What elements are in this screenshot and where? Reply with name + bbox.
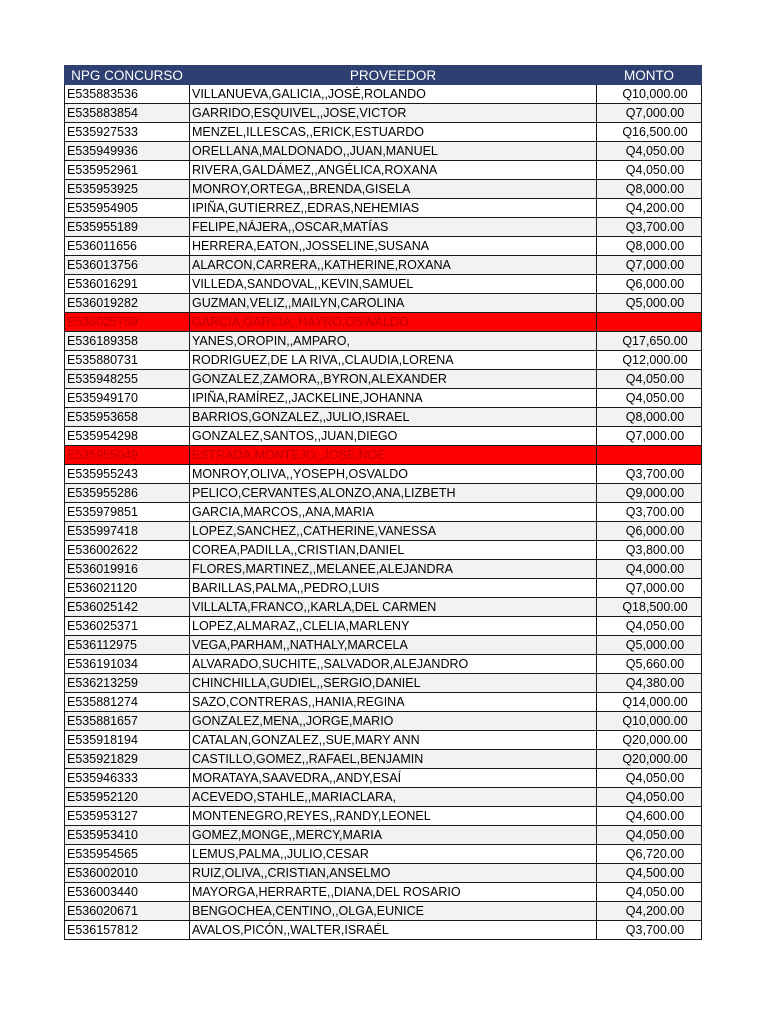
table-row bbox=[65, 142, 702, 161]
proveedor-cell: CATALAN,GONZALEZ,,SUE,MARY ANN bbox=[190, 731, 597, 750]
npg-cell: E536016291 bbox=[65, 275, 190, 294]
proveedor-cell: GARCIA,GARCIA,,HAYRO,OSWALDO bbox=[190, 313, 597, 332]
monto-cell: Q3,700.00 bbox=[597, 218, 702, 237]
monto-cell: Q4,500.00 bbox=[597, 864, 702, 883]
npg-cell: E535954905 bbox=[65, 199, 190, 218]
proveedor-cell: GARRIDO,ESQUIVEL,,JOSE,VICTOR bbox=[190, 104, 597, 123]
monto-cell: Q6,000.00 bbox=[597, 522, 702, 541]
npg-cell: E535953410 bbox=[65, 826, 190, 845]
monto-cell: Q12,000.00 bbox=[597, 351, 702, 370]
table-row bbox=[65, 807, 702, 826]
npg-cell: E536157812 bbox=[65, 921, 190, 940]
monto-cell: Q4,050.00 bbox=[597, 370, 702, 389]
header-monto: MONTO bbox=[597, 66, 702, 85]
proveedor-cell: GONZALEZ,ZAMORA,,BYRON,ALEXANDER bbox=[190, 370, 597, 389]
monto-cell: Q8,000.00 bbox=[597, 408, 702, 427]
table-row bbox=[65, 845, 702, 864]
npg-cell: E535881657 bbox=[65, 712, 190, 731]
monto-cell: Q18,500.00 bbox=[597, 598, 702, 617]
npg-cell: E535948255 bbox=[65, 370, 190, 389]
npg-cell: E535955243 bbox=[65, 465, 190, 484]
monto-cell: Q7,000.00 bbox=[597, 256, 702, 275]
npg-cell: E535881274 bbox=[65, 693, 190, 712]
proveedor-cell: MORATAYA,SAAVEDRA,,ANDY,ESAÍ bbox=[190, 769, 597, 788]
proveedor-cell: LOPEZ,ALMARAZ,,CLELIA,MARLENY bbox=[190, 617, 597, 636]
npg-cell: E535949170 bbox=[65, 389, 190, 408]
proveedor-cell: MONTENEGRO,REYES,,RANDY,LEONEL bbox=[190, 807, 597, 826]
monto-cell: Q5,660.00 bbox=[597, 655, 702, 674]
monto-cell: Q17,650.00 bbox=[597, 332, 702, 351]
table-row bbox=[65, 313, 702, 332]
table-row bbox=[65, 902, 702, 921]
table-row bbox=[65, 560, 702, 579]
monto-cell: Q3,700.00 bbox=[597, 921, 702, 940]
table-row bbox=[65, 408, 702, 427]
proveedor-cell: AVALOS,PICÓN,,WALTER,ISRAÉL bbox=[190, 921, 597, 940]
proveedor-cell: MENZEL,ILLESCAS,,ERICK,ESTUARDO bbox=[190, 123, 597, 142]
npg-cell: E535953925 bbox=[65, 180, 190, 199]
monto-cell: Q7,000.00 bbox=[597, 427, 702, 446]
proveedor-cell: IPIÑA,RAMÍREZ,,JACKELINE,JOHANNA bbox=[190, 389, 597, 408]
monto-cell bbox=[597, 313, 702, 332]
table-row bbox=[65, 332, 702, 351]
npg-cell: E535921829 bbox=[65, 750, 190, 769]
monto-cell: Q10,000.00 bbox=[597, 712, 702, 731]
monto-cell: Q16,500.00 bbox=[597, 123, 702, 142]
proveedor-cell: ALVARADO,SUCHITE,,SALVADOR,ALEJANDRO bbox=[190, 655, 597, 674]
table-row bbox=[65, 731, 702, 750]
npg-cell: E535955049 bbox=[65, 446, 190, 465]
monto-cell: Q4,050.00 bbox=[597, 161, 702, 180]
proveedor-cell: MONROY,ORTEGA,,BRENDA,GISELA bbox=[190, 180, 597, 199]
monto-cell: Q4,050.00 bbox=[597, 883, 702, 902]
table-row bbox=[65, 826, 702, 845]
monto-cell: Q5,000.00 bbox=[597, 636, 702, 655]
table-row bbox=[65, 161, 702, 180]
table-row bbox=[65, 237, 702, 256]
proveedor-cell: BARILLAS,PALMA,,PEDRO,LUIS bbox=[190, 579, 597, 598]
npg-cell: E535954298 bbox=[65, 427, 190, 446]
table-row bbox=[65, 522, 702, 541]
table-row bbox=[65, 351, 702, 370]
monto-cell: Q20,000.00 bbox=[597, 750, 702, 769]
npg-cell: E536025142 bbox=[65, 598, 190, 617]
table-row bbox=[65, 85, 702, 104]
table-row bbox=[65, 769, 702, 788]
table-row bbox=[65, 617, 702, 636]
npg-cell: E535949936 bbox=[65, 142, 190, 161]
monto-cell bbox=[597, 446, 702, 465]
proveedor-cell: GUZMAN,VELIZ,,MAILYN,CAROLINA bbox=[190, 294, 597, 313]
header-proveedor: PROVEEDOR bbox=[190, 66, 597, 85]
table-row bbox=[65, 218, 702, 237]
npg-cell: E535880731 bbox=[65, 351, 190, 370]
monto-cell: Q4,050.00 bbox=[597, 769, 702, 788]
proveedor-cell: ACEVEDO,STAHLE,,MARIACLARA, bbox=[190, 788, 597, 807]
npg-cell: E536025789 bbox=[65, 313, 190, 332]
table-row bbox=[65, 275, 702, 294]
npg-cell: E535952120 bbox=[65, 788, 190, 807]
proveedores-table bbox=[64, 65, 702, 940]
proveedor-cell: VILLEDA,SANDOVAL,,KEVIN,SAMUEL bbox=[190, 275, 597, 294]
proveedor-cell: ALARCON,CARRERA,,KATHERINE,ROXANA bbox=[190, 256, 597, 275]
monto-cell: Q4,050.00 bbox=[597, 617, 702, 636]
proveedor-cell: GOMEZ,MONGE,,MERCY,MARIA bbox=[190, 826, 597, 845]
monto-cell: Q4,050.00 bbox=[597, 788, 702, 807]
npg-cell: E535883854 bbox=[65, 104, 190, 123]
table-row bbox=[65, 864, 702, 883]
monto-cell: Q4,200.00 bbox=[597, 199, 702, 218]
table-row bbox=[65, 921, 702, 940]
table-row bbox=[65, 750, 702, 769]
npg-cell: E536019916 bbox=[65, 560, 190, 579]
proveedor-cell: COREA,PADILLA,,CRISTIAN,DANIEL bbox=[190, 541, 597, 560]
npg-cell: E535953658 bbox=[65, 408, 190, 427]
monto-cell: Q9,000.00 bbox=[597, 484, 702, 503]
proveedor-cell: CASTILLO,GOMEZ,,RAFAEL,BENJAMIN bbox=[190, 750, 597, 769]
monto-cell: Q3,700.00 bbox=[597, 503, 702, 522]
table-row bbox=[65, 180, 702, 199]
header-npg-concurso: NPG CONCURSO bbox=[65, 66, 190, 85]
proveedor-cell: GONZALEZ,MENA,,JORGE,MARIO bbox=[190, 712, 597, 731]
npg-cell: E535918194 bbox=[65, 731, 190, 750]
proveedor-cell: PELICO,CERVANTES,ALONZO,ANA,LIZBETH bbox=[190, 484, 597, 503]
proveedor-cell: GONZALEZ,SANTOS,,JUAN,DIEGO bbox=[190, 427, 597, 446]
proveedor-cell: ORELLANA,MALDONADO,,JUAN,MANUEL bbox=[190, 142, 597, 161]
proveedor-cell: VEGA,PARHAM,,NATHALY,MARCELA bbox=[190, 636, 597, 655]
table-row bbox=[65, 503, 702, 522]
monto-cell: Q7,000.00 bbox=[597, 579, 702, 598]
table-row bbox=[65, 294, 702, 313]
npg-cell: E535946333 bbox=[65, 769, 190, 788]
proveedor-cell: BARRIOS,GONZALEZ,,JULIO,ISRAEL bbox=[190, 408, 597, 427]
npg-cell: E536002622 bbox=[65, 541, 190, 560]
monto-cell: Q4,050.00 bbox=[597, 826, 702, 845]
table-row bbox=[65, 370, 702, 389]
npg-cell: E536191034 bbox=[65, 655, 190, 674]
monto-cell: Q10,000.00 bbox=[597, 85, 702, 104]
monto-cell: Q4,600.00 bbox=[597, 807, 702, 826]
npg-cell: E536112975 bbox=[65, 636, 190, 655]
npg-cell: E536025371 bbox=[65, 617, 190, 636]
monto-cell: Q20,000.00 bbox=[597, 731, 702, 750]
proveedor-cell: CHINCHILLA,GUDIEL,,SERGIO,DANIEL bbox=[190, 674, 597, 693]
npg-cell: E535953127 bbox=[65, 807, 190, 826]
npg-cell: E536011656 bbox=[65, 237, 190, 256]
monto-cell: Q4,050.00 bbox=[597, 142, 702, 161]
npg-cell: E535927533 bbox=[65, 123, 190, 142]
proveedor-cell: RIVERA,GALDÁMEZ,,ANGÉLICA,ROXANA bbox=[190, 161, 597, 180]
proveedor-cell: RODRIGUEZ,DE LA RIVA,,CLAUDIA,LORENA bbox=[190, 351, 597, 370]
proveedor-cell: ESTRADA,MONTEJO,,JOSE,NOE bbox=[190, 446, 597, 465]
npg-cell: E535883536 bbox=[65, 85, 190, 104]
proveedor-cell: BENGOCHEA,CENTINO,,OLGA,EUNICE bbox=[190, 902, 597, 921]
proveedor-cell: VILLALTA,FRANCO,,KARLA,DEL CARMEN bbox=[190, 598, 597, 617]
table-row bbox=[65, 465, 702, 484]
monto-cell: Q4,000.00 bbox=[597, 560, 702, 579]
header-row bbox=[65, 66, 702, 85]
proveedor-cell: VILLANUEVA,GALICIA,,JOSÉ,ROLANDO bbox=[190, 85, 597, 104]
proveedor-cell: MAYORGA,HERRARTE,,DIANA,DEL ROSARIO bbox=[190, 883, 597, 902]
table-row bbox=[65, 427, 702, 446]
npg-cell: E535979851 bbox=[65, 503, 190, 522]
npg-cell: E536003440 bbox=[65, 883, 190, 902]
npg-cell: E536019282 bbox=[65, 294, 190, 313]
monto-cell: Q3,800.00 bbox=[597, 541, 702, 560]
monto-cell: Q7,000.00 bbox=[597, 104, 702, 123]
npg-cell: E536002010 bbox=[65, 864, 190, 883]
monto-cell: Q5,000.00 bbox=[597, 294, 702, 313]
proveedor-cell: IPIÑA,GUTIERREZ,,EDRAS,NEHEMIAS bbox=[190, 199, 597, 218]
npg-cell: E535955286 bbox=[65, 484, 190, 503]
table-row bbox=[65, 579, 702, 598]
npg-cell: E536013756 bbox=[65, 256, 190, 275]
table-row bbox=[65, 541, 702, 560]
proveedor-cell: GARCIA,MARCOS,,ANA,MARIA bbox=[190, 503, 597, 522]
proveedor-cell: HERRERA,EATON,,JOSSELINE,SUSANA bbox=[190, 237, 597, 256]
table-row bbox=[65, 446, 702, 465]
table-row bbox=[65, 674, 702, 693]
npg-cell: E535955189 bbox=[65, 218, 190, 237]
npg-cell: E536213259 bbox=[65, 674, 190, 693]
table-row bbox=[65, 104, 702, 123]
proveedor-cell: SAZO,CONTRERAS,,HANIA,REGINA bbox=[190, 693, 597, 712]
proveedor-cell: MONROY,OLIVA,,YOSEPH,OSVALDO bbox=[190, 465, 597, 484]
proveedor-cell: FELIPE,NÁJERA,,OSCAR,MATÍAS bbox=[190, 218, 597, 237]
monto-cell: Q6,000.00 bbox=[597, 275, 702, 294]
table-row bbox=[65, 256, 702, 275]
monto-cell: Q8,000.00 bbox=[597, 180, 702, 199]
npg-cell: E536189358 bbox=[65, 332, 190, 351]
table-row bbox=[65, 636, 702, 655]
monto-cell: Q3,700.00 bbox=[597, 465, 702, 484]
proveedor-cell: FLORES,MARTINEZ,,MELANEE,ALEJANDRA bbox=[190, 560, 597, 579]
table-row bbox=[65, 598, 702, 617]
monto-cell: Q4,200.00 bbox=[597, 902, 702, 921]
proveedor-cell: LEMUS,PALMA,,JULIO,CESAR bbox=[190, 845, 597, 864]
monto-cell: Q4,380.00 bbox=[597, 674, 702, 693]
monto-cell: Q6,720.00 bbox=[597, 845, 702, 864]
monto-cell: Q4,050.00 bbox=[597, 389, 702, 408]
table-row bbox=[65, 655, 702, 674]
proveedor-cell: YANES,OROPIN,,AMPARO, bbox=[190, 332, 597, 351]
proveedor-cell: LOPEZ,SANCHEZ,,CATHERINE,VANESSA bbox=[190, 522, 597, 541]
table-row bbox=[65, 484, 702, 503]
npg-cell: E536020671 bbox=[65, 902, 190, 921]
table-row bbox=[65, 883, 702, 902]
table-row bbox=[65, 199, 702, 218]
monto-cell: Q14,000.00 bbox=[597, 693, 702, 712]
monto-cell: Q8,000.00 bbox=[597, 237, 702, 256]
table-row bbox=[65, 693, 702, 712]
table-row bbox=[65, 389, 702, 408]
npg-cell: E535954565 bbox=[65, 845, 190, 864]
npg-cell: E535997418 bbox=[65, 522, 190, 541]
table-row bbox=[65, 123, 702, 142]
npg-cell: E535952961 bbox=[65, 161, 190, 180]
table-row bbox=[65, 712, 702, 731]
table-row bbox=[65, 788, 702, 807]
proveedor-cell: RUIZ,OLIVA,,CRISTIAN,ANSELMO bbox=[190, 864, 597, 883]
npg-cell: E536021120 bbox=[65, 579, 190, 598]
